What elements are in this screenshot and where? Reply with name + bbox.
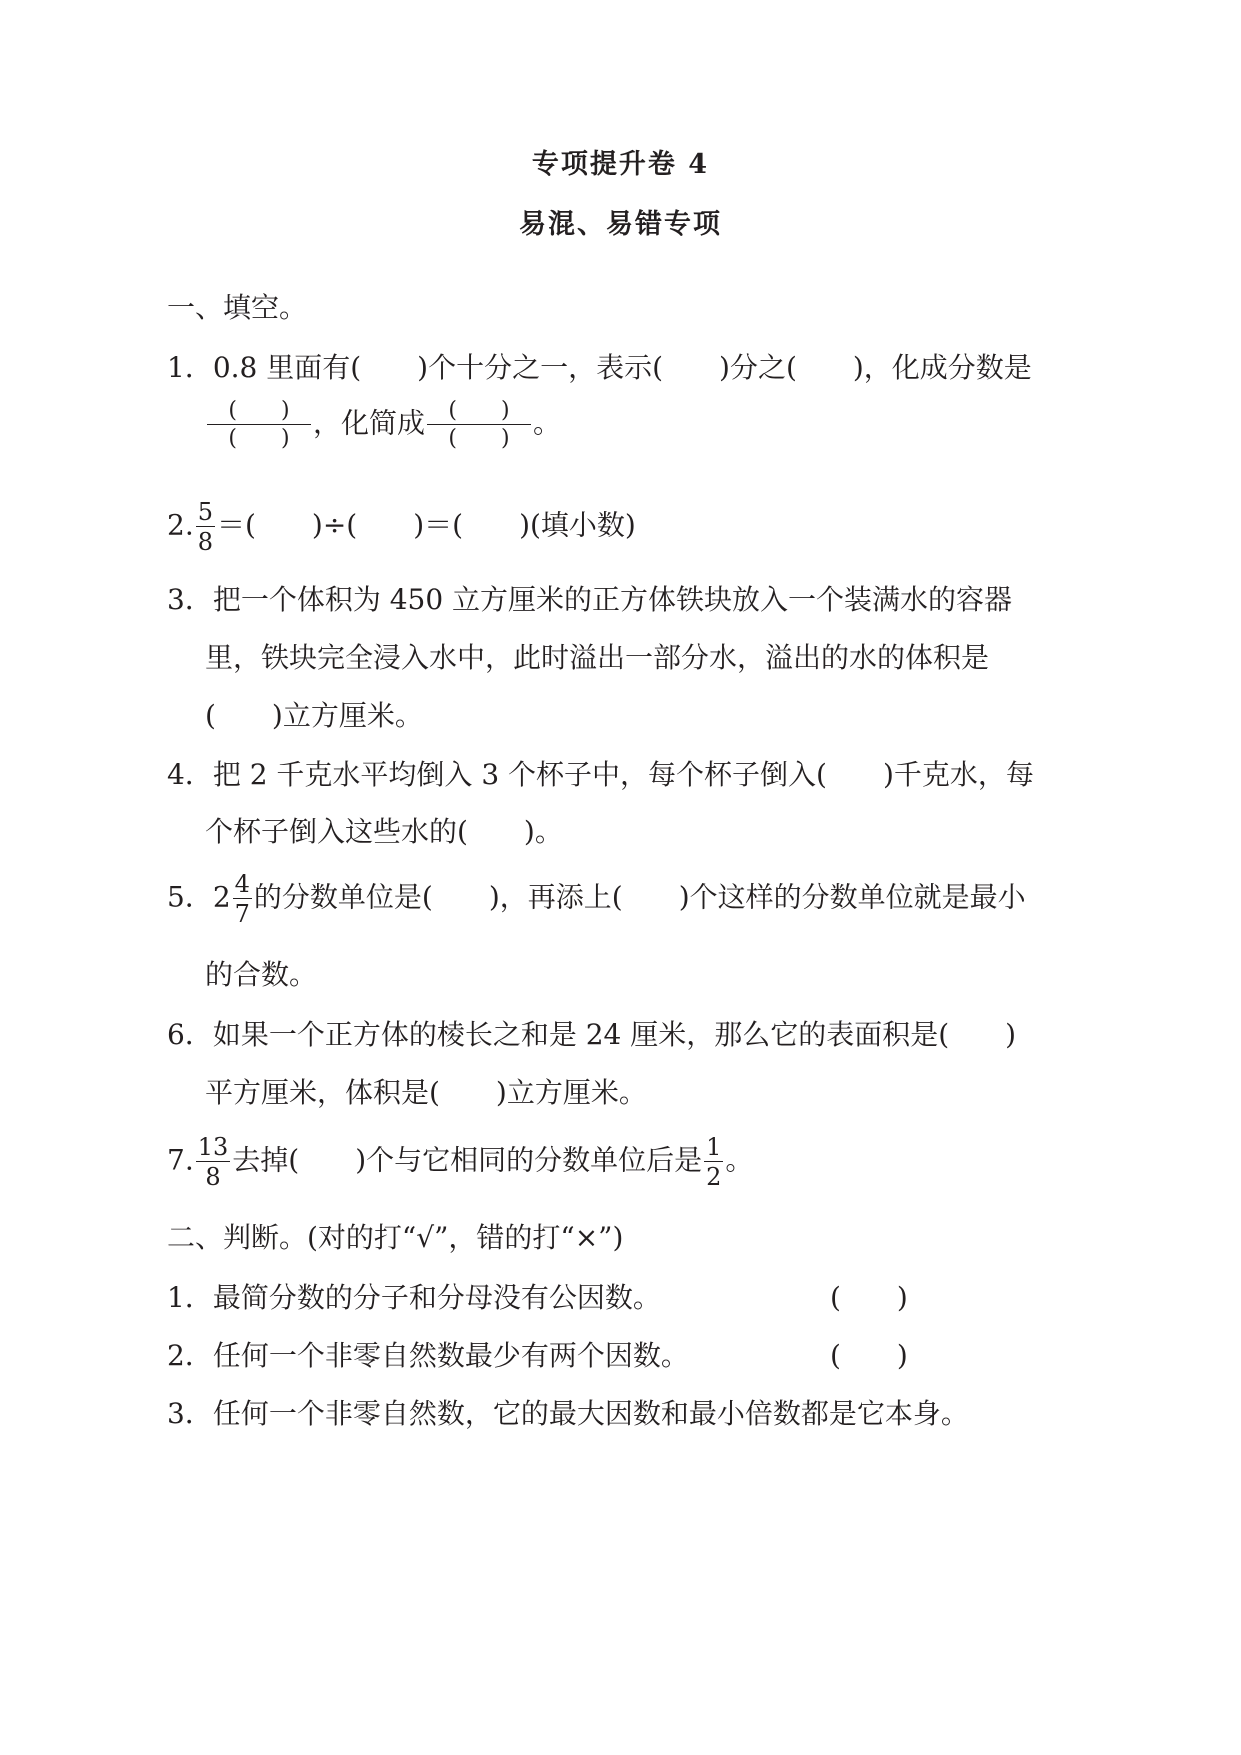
q3-line1: 3．把一个体积为 450 立方厘米的正方体铁块放入一个装满水的容器 — [167, 583, 1013, 616]
q5-fraction — [233, 872, 252, 926]
q7-fraction-result — [704, 1135, 723, 1189]
judge-item-1-answer-paren: ( ) — [830, 1281, 908, 1314]
q5-frac-den: 7 — [234, 900, 250, 928]
q2-fraction — [196, 500, 215, 554]
q5-rest: 的分数单位是( )，再添上( )个这样的分数单位就是最小 — [253, 880, 1026, 914]
q1-fraction-answer — [207, 400, 311, 450]
q7-end: 。 — [725, 1143, 754, 1177]
q4-line1: 4．把 2 千克水平均倒入 3 个杯子中，每个杯子倒入( )千克水，每 — [167, 758, 1034, 791]
q6-line1: 6．如果一个正方体的棱长之和是 24 厘米，那么它的表面积是( ) — [167, 1018, 1017, 1051]
q4-line2: 个杯子倒入这些水的( )。 — [205, 815, 563, 848]
section1-heading: 一、填空。 — [167, 291, 308, 324]
q2-frac-den: 8 — [197, 528, 213, 556]
q6-line2: 平方厘米，体积是( )立方厘米。 — [205, 1076, 647, 1109]
q7-fraction — [196, 1135, 231, 1189]
q1-line1: 1．0.8 里面有( )个十分之一，表示( )分之( )，化成分数是 — [167, 351, 1032, 384]
q7-frac-num: 13 — [197, 1133, 229, 1161]
judge-item-1-text: 1．最简分数的分子和分母没有公因数。 — [167, 1281, 661, 1314]
q1-frac-num-blank: ( ) — [207, 400, 311, 425]
page-subtitle: 易混、易错专项 — [519, 209, 722, 240]
q7-number: 7. — [167, 1143, 194, 1177]
q5-frac-num: 4 — [234, 870, 250, 898]
q1-line2 — [205, 400, 561, 470]
q2-rest: ＝( )÷( )＝( )(填小数) — [217, 508, 636, 542]
q1-end: 。 — [533, 406, 562, 440]
q2-line — [167, 500, 636, 564]
q1-fraction-simplified — [427, 400, 531, 450]
q1-frac-den-blank: ( ) — [228, 426, 290, 451]
judge-item-2-answer-paren: ( ) — [830, 1339, 908, 1372]
q3-line2: 里，铁块完全浸入水中，此时溢出一部分水，溢出的水的体积是 — [205, 641, 990, 674]
q7-frac2-den: 2 — [706, 1163, 722, 1191]
q7-mid: 去掉( )个与它相同的分数单位后是 — [232, 1143, 703, 1177]
q1-frac2-den-blank: ( ) — [448, 426, 510, 451]
q3-line3: ( )立方厘米。 — [205, 699, 423, 732]
q7-frac2-num: 1 — [706, 1133, 722, 1161]
q5-line2: 的合数。 — [205, 958, 318, 991]
q1-frac2-num-blank: ( ) — [427, 400, 531, 425]
q2-number: 2. — [167, 508, 194, 542]
q5-prefix: 5．2 — [167, 880, 231, 914]
q7-frac-den: 8 — [205, 1163, 221, 1191]
q5-line1 — [167, 872, 1026, 936]
page-title: 专项提升卷 4 — [531, 149, 710, 180]
q2-frac-num: 5 — [197, 498, 213, 526]
judge-item-3-text: 3．任何一个非零自然数，它的最大因数和最小倍数都是它本身。 — [167, 1397, 969, 1430]
q7-line — [167, 1135, 753, 1199]
section2-heading: 二、判断。(对的打“√”，错的打“×”) — [167, 1221, 624, 1254]
judge-item-2-text: 2．任何一个非零自然数最少有两个因数。 — [167, 1339, 689, 1372]
q1-mid-text: ，化简成 — [313, 406, 426, 440]
